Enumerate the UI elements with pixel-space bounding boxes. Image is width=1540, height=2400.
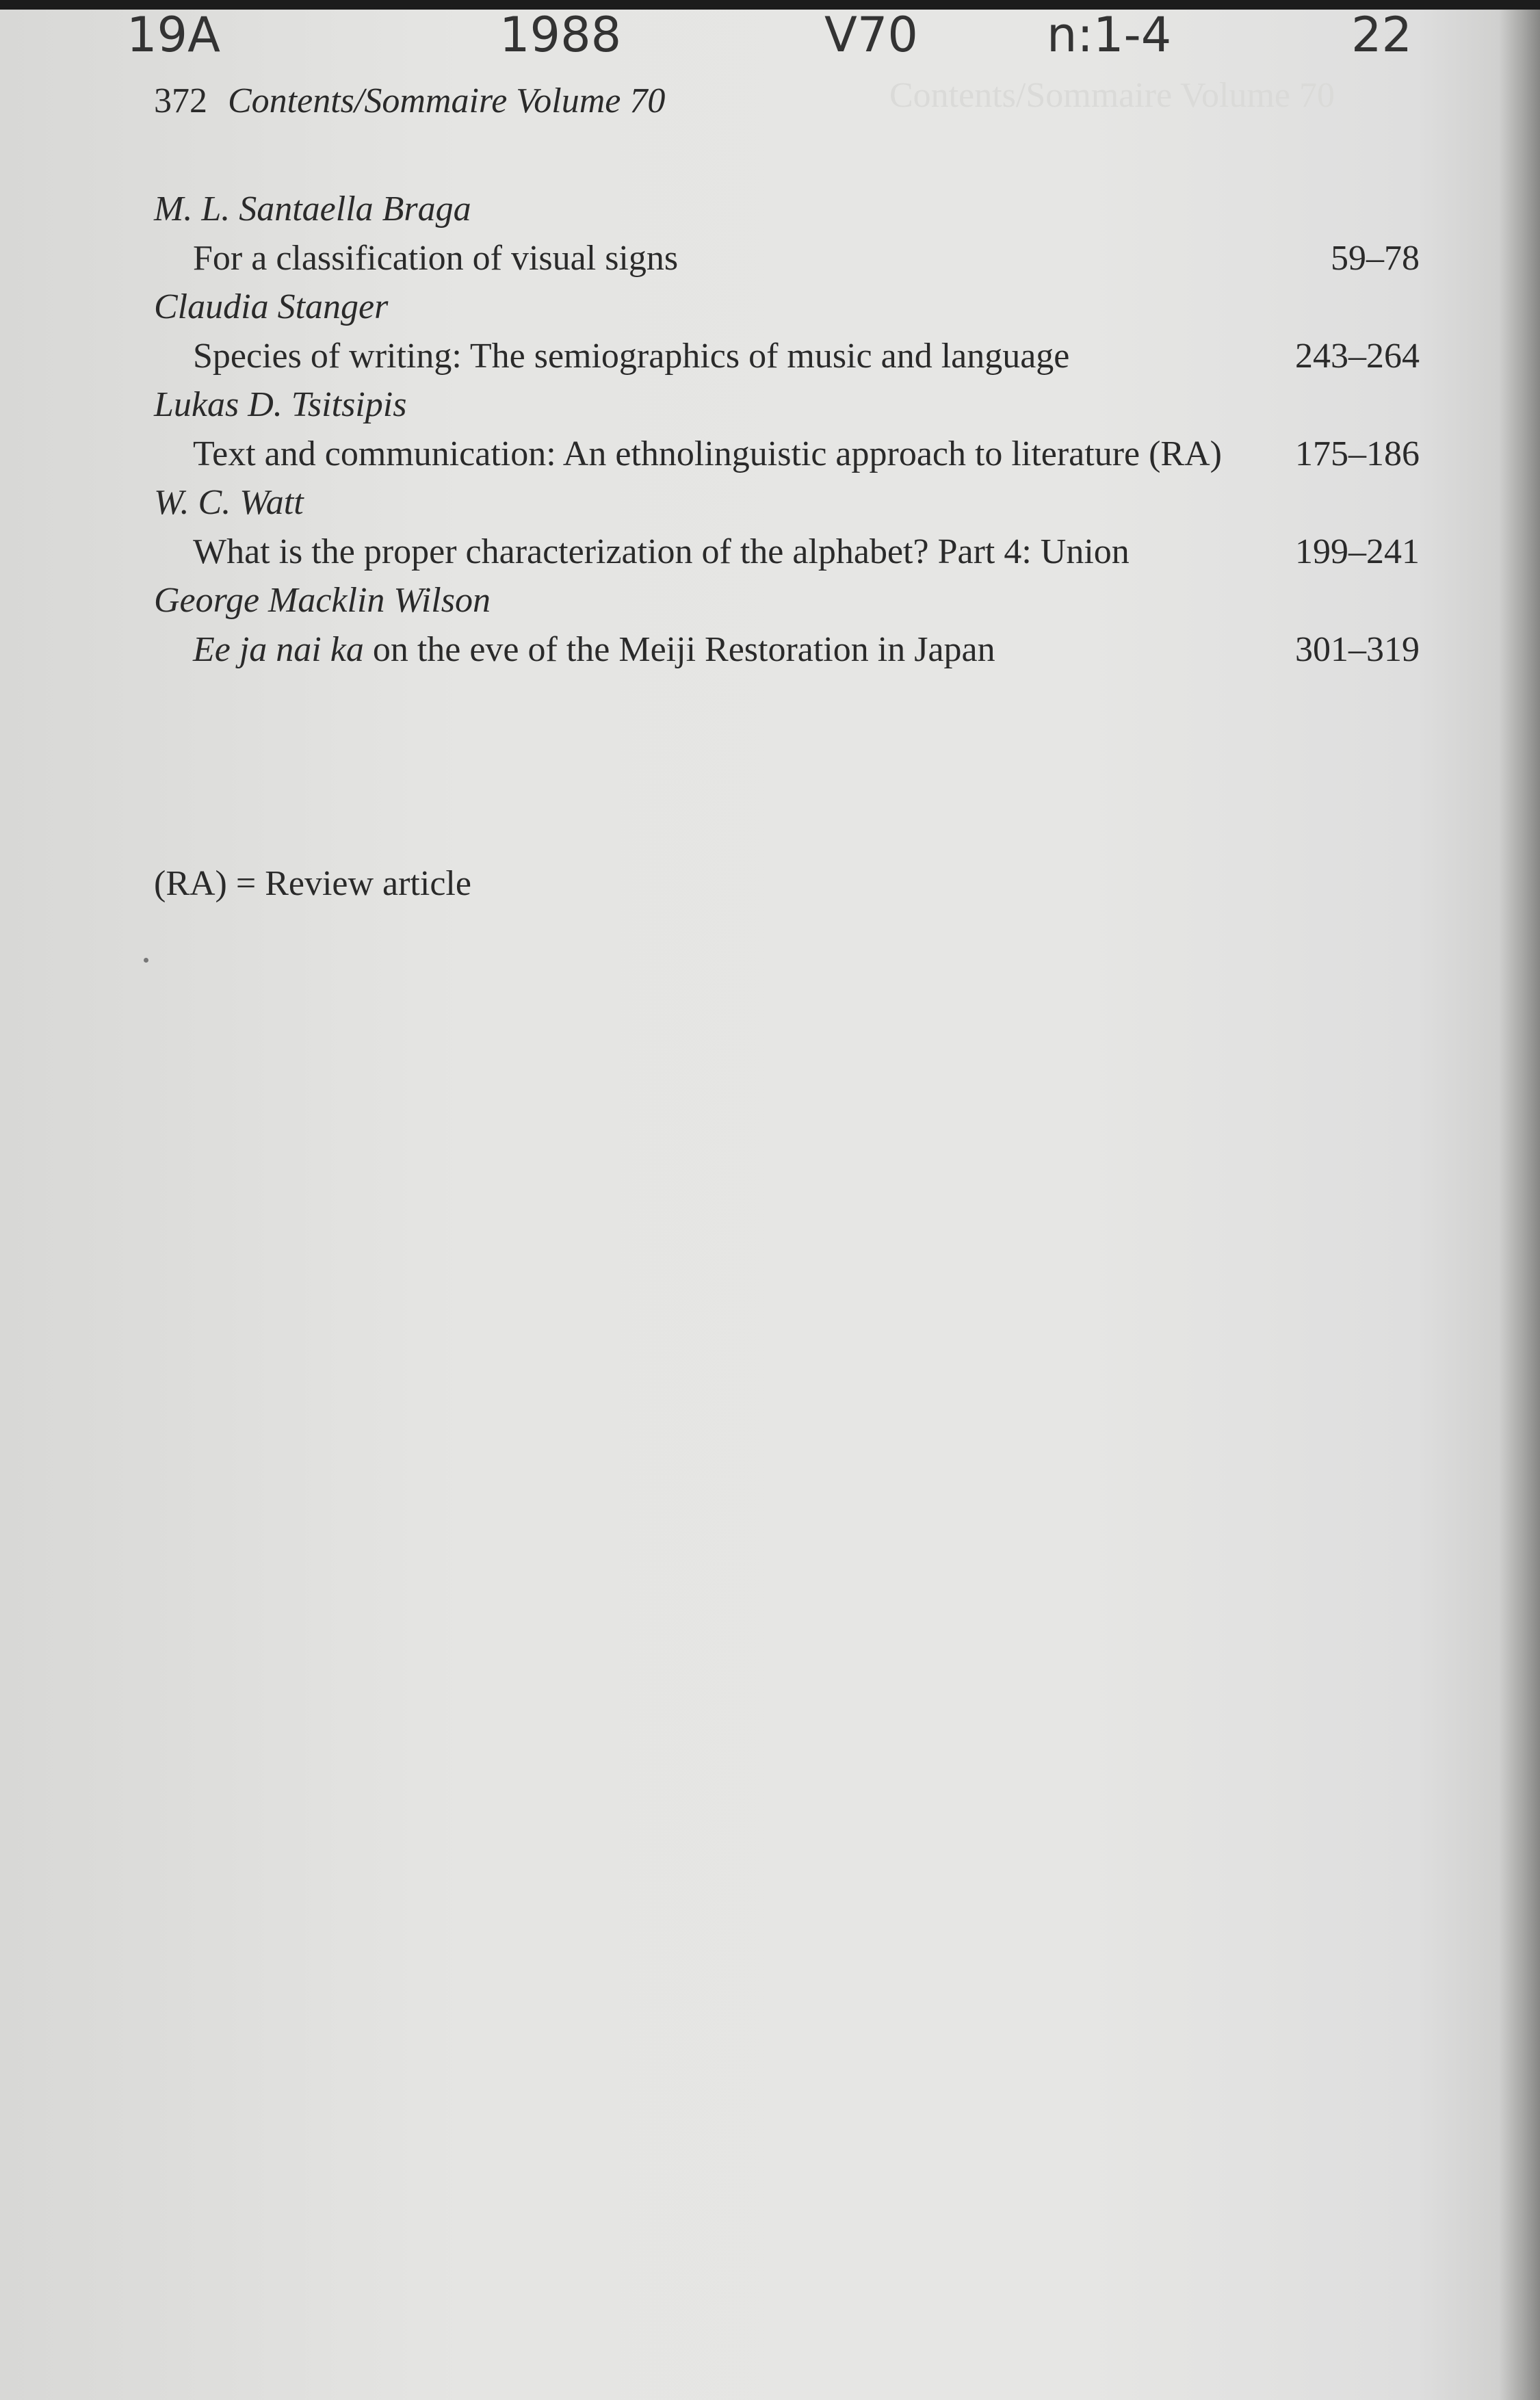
toc-entry	[154, 283, 1420, 380]
handwritten-note: 19A	[127, 7, 220, 63]
entry-author: M. L. Santaella Braga	[154, 190, 471, 229]
handwritten-note: 22	[1351, 7, 1413, 63]
entry-pages: 301–319	[1295, 629, 1420, 669]
entry-title-rest: on the eve of the Meiji Restoration in Japan	[363, 629, 995, 669]
page-title: Contents/Sommaire Volume 70	[228, 81, 666, 120]
handwritten-note: 1988	[499, 7, 622, 63]
entry-author: George Macklin Wilson	[154, 581, 491, 620]
page-number: 372	[154, 81, 207, 120]
entry-title: Species of writing: The semiographics of music and language	[193, 336, 1070, 376]
toc-entry	[154, 478, 1420, 576]
entry-article	[154, 234, 1420, 283]
entry-article	[154, 332, 1420, 381]
ink-speck	[144, 958, 148, 963]
toc-entry	[154, 380, 1420, 478]
entry-author: Lukas D. Tsitsipis	[154, 385, 407, 424]
entry-title: Text and communication: An ethnolinguistic approach to literature (RA)	[193, 434, 1222, 473]
entry-author: Claudia Stanger	[154, 287, 389, 326]
handwritten-note: n:1-4	[1047, 7, 1172, 63]
entry-title: For a classification of visual signs	[193, 238, 679, 278]
entry-article	[154, 430, 1420, 479]
handwritten-annotations	[0, 7, 1540, 89]
toc-entry	[154, 576, 1420, 674]
table-of-contents	[154, 185, 1420, 674]
entry-title: What is the proper characterization of the alphabet? Part 4: Union	[193, 532, 1130, 571]
entry-title	[193, 625, 1247, 675]
toc-entry	[154, 185, 1420, 283]
entry-pages: 175–186	[1295, 434, 1420, 473]
entry-author: W. C. Watt	[154, 483, 304, 522]
running-header	[154, 81, 665, 121]
entry-article	[154, 625, 1420, 675]
show-through-title: Contents/Sommaire Volume 70	[889, 76, 1335, 115]
book-spine-shadow	[1499, 0, 1540, 2400]
handwritten-note: V70	[824, 7, 918, 63]
abbreviation-note: (RA) = Review article	[154, 864, 471, 903]
entry-pages: 199–241	[1295, 532, 1420, 571]
entry-title-italic: Ee ja nai ka	[193, 629, 364, 669]
entry-pages: 59–78	[1331, 238, 1420, 278]
entry-article	[154, 527, 1420, 577]
entry-pages: 243–264	[1295, 336, 1420, 376]
